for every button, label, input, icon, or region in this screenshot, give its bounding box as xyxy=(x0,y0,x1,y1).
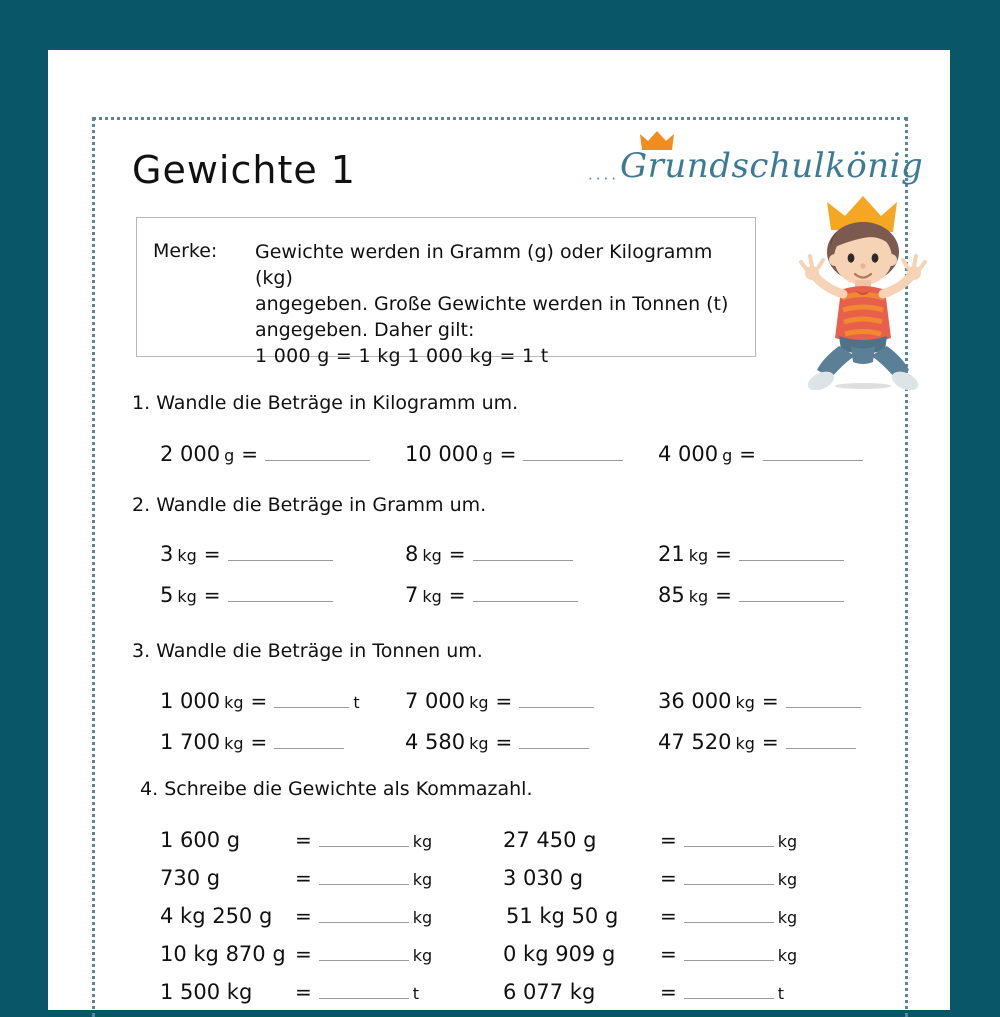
equals-sign: = xyxy=(495,730,513,754)
operand-value: 1 000 xyxy=(160,689,221,713)
answer-blank[interactable] xyxy=(684,871,774,885)
exercise-3-text: Wandle die Beträge in Tonnen um. xyxy=(156,640,483,662)
exercise-4-row-1-item-2-answer xyxy=(653,828,797,852)
answer-blank[interactable] xyxy=(319,909,409,923)
equals-sign: = xyxy=(660,866,677,890)
operand-unit: kg xyxy=(177,546,197,565)
answer-blank[interactable] xyxy=(319,985,409,999)
exercise-1-row-1-item-3 xyxy=(658,442,863,466)
operand-unit: kg xyxy=(422,546,442,565)
answer-blank[interactable] xyxy=(684,947,774,961)
logo-leading-dots: ···· xyxy=(588,170,620,188)
equals-sign: = xyxy=(295,828,312,852)
equals-sign: = xyxy=(295,866,312,890)
answer-blank[interactable] xyxy=(763,447,863,461)
operand-value: 5 xyxy=(160,583,174,607)
operand-unit: kg xyxy=(224,734,244,753)
operand-value: 1 500 kg xyxy=(160,980,253,1004)
exercise-4-row-3-item-1-label xyxy=(160,904,272,928)
merke-line-3: angegeben. Daher gilt: xyxy=(255,319,475,341)
equals-sign: = xyxy=(448,542,466,566)
answer-blank[interactable] xyxy=(523,447,623,461)
merke-line-2: angegeben. Große Gewichte werden in Tonnen (t) xyxy=(255,293,729,315)
answer-blank[interactable] xyxy=(265,447,370,461)
exercise-2-row-1-item-3 xyxy=(658,542,844,566)
answer-blank[interactable] xyxy=(228,588,333,602)
exercise-1-row-1-item-1 xyxy=(160,442,370,466)
operand-value: 27 450 g xyxy=(503,828,597,852)
operand-unit: kg xyxy=(224,693,244,712)
answer-blank[interactable] xyxy=(739,547,844,561)
operand-value: 7 xyxy=(405,583,419,607)
operand-value: 47 520 xyxy=(658,730,732,754)
equals-sign: = xyxy=(715,583,732,607)
answer-blank[interactable] xyxy=(319,871,409,885)
exercise-3-row-2-item-1 xyxy=(160,730,344,754)
exercise-4-row-5-item-1-answer xyxy=(288,980,419,1004)
brand-logo xyxy=(588,130,924,188)
result-unit: kg xyxy=(412,908,433,927)
answer-blank[interactable] xyxy=(684,909,774,923)
exercise-4-row-5-item-2-answer xyxy=(653,980,784,1004)
exercise-4-row-3-item-2-label xyxy=(506,904,618,928)
equals-sign: = xyxy=(495,689,513,713)
equals-sign: = xyxy=(295,904,312,928)
operand-value: 4 580 xyxy=(405,730,466,754)
exercise-4-row-1-item-2-label xyxy=(503,828,597,852)
operand-value: 21 xyxy=(658,542,685,566)
exercise-1-row-1-item-2 xyxy=(405,442,623,466)
answer-blank[interactable] xyxy=(519,735,589,749)
result-unit: kg xyxy=(412,946,433,965)
answer-blank[interactable] xyxy=(519,694,594,708)
operand-unit: kg xyxy=(469,693,489,712)
operand-value: 3 xyxy=(160,542,174,566)
result-unit: t xyxy=(412,984,420,1003)
operand-value: 4 kg 250 g xyxy=(160,904,273,928)
operand-value: 10 000 xyxy=(405,442,479,466)
operand-value: 730 g xyxy=(160,866,221,890)
equals-sign: = xyxy=(241,442,259,466)
operand-unit: kg xyxy=(422,587,442,606)
equals-sign: = xyxy=(660,904,677,928)
operand-value: 0 kg 909 g xyxy=(503,942,616,966)
operand-unit: kg xyxy=(688,546,709,565)
answer-blank[interactable] xyxy=(274,694,349,708)
exercise-4-row-4-item-2-answer xyxy=(653,942,797,966)
equals-sign: = xyxy=(499,442,517,466)
exercise-4-row-2-item-2-label xyxy=(503,866,583,890)
exercise-2-heading xyxy=(132,494,486,516)
exercise-4-row-1-item-1-label xyxy=(160,828,240,852)
operand-value: 8 xyxy=(405,542,419,566)
exercise-2-text: Wandle die Beträge in Gramm um. xyxy=(156,494,487,516)
exercise-3-row-1-item-3 xyxy=(658,689,861,713)
operand-value: 85 xyxy=(658,583,685,607)
exercise-3-number: 3. xyxy=(132,640,151,662)
exercise-4-row-2-item-1-label xyxy=(160,866,220,890)
exercise-1-number: 1. xyxy=(132,392,151,414)
operand-value: 7 000 xyxy=(405,689,466,713)
exercise-4-row-4-item-1-label xyxy=(160,942,286,966)
jumping-boy-mascot xyxy=(793,190,933,390)
result-unit: kg xyxy=(412,832,433,851)
operand-unit: kg xyxy=(469,734,489,753)
operand-value: 4 000 xyxy=(658,442,719,466)
answer-blank[interactable] xyxy=(228,547,333,561)
exercise-2-row-1-item-1 xyxy=(160,542,333,566)
exercise-4-row-2-item-1-answer xyxy=(288,866,432,890)
result-unit: t xyxy=(353,693,360,712)
equals-sign: = xyxy=(660,828,677,852)
operand-value: 3 030 g xyxy=(503,866,584,890)
equals-sign: = xyxy=(761,730,779,754)
equals-sign: = xyxy=(295,942,312,966)
exercise-2-row-2-item-2 xyxy=(405,583,578,607)
equals-sign: = xyxy=(250,730,268,754)
exercise-3-row-2-item-2 xyxy=(405,730,589,754)
exercise-3-row-2-item-3 xyxy=(658,730,856,754)
exercise-2-row-2-item-1 xyxy=(160,583,333,607)
answer-blank[interactable] xyxy=(319,947,409,961)
operand-unit: kg xyxy=(688,587,709,606)
exercise-1-text: Wandle die Beträge in Kilogramm um. xyxy=(156,392,519,414)
operand-value: 51 kg 50 g xyxy=(506,904,619,928)
exercise-4-text: Schreibe die Gewichte als Kommazahl. xyxy=(164,778,533,800)
equals-sign: = xyxy=(203,542,221,566)
exercise-3-row-1-item-2 xyxy=(405,689,594,713)
equals-sign: = xyxy=(739,442,757,466)
merke-box xyxy=(136,217,756,367)
exercise-3-heading xyxy=(132,640,483,662)
operand-unit: g xyxy=(722,446,733,465)
answer-blank[interactable] xyxy=(473,588,578,602)
exercise-2-number: 2. xyxy=(132,494,151,516)
answer-blank[interactable] xyxy=(786,735,856,749)
result-unit: kg xyxy=(777,832,798,851)
result-unit: kg xyxy=(777,908,798,927)
result-unit: t xyxy=(777,984,785,1003)
operand-unit: kg xyxy=(735,734,755,753)
answer-blank[interactable] xyxy=(786,694,861,708)
exercise-2-row-2-item-3 xyxy=(658,583,844,607)
merke-label: Merke: xyxy=(153,240,218,262)
exercise-4-row-4-item-1-answer xyxy=(288,942,432,966)
equals-sign: = xyxy=(295,980,312,1004)
answer-blank[interactable] xyxy=(684,833,774,847)
equals-sign: = xyxy=(715,542,732,566)
operand-unit: g xyxy=(224,446,235,465)
worksheet-page xyxy=(48,50,950,1010)
operand-value: 2 000 xyxy=(160,442,221,466)
answer-blank[interactable] xyxy=(684,985,774,999)
exercise-4-row-3-item-1-answer xyxy=(288,904,432,928)
equals-sign: = xyxy=(761,689,779,713)
result-unit: kg xyxy=(777,870,798,889)
operand-unit: kg xyxy=(177,587,197,606)
exercise-2-row-1-item-2 xyxy=(405,542,573,566)
answer-blank[interactable] xyxy=(739,588,844,602)
answer-blank[interactable] xyxy=(319,833,409,847)
merke-body xyxy=(255,239,741,369)
equals-sign: = xyxy=(250,689,268,713)
result-unit: kg xyxy=(412,870,433,889)
merke-formula: 1 000 g = 1 kg 1 000 kg = 1 t xyxy=(255,345,549,367)
operand-value: 36 000 xyxy=(658,689,732,713)
exercise-4-row-1-item-1-answer xyxy=(288,828,432,852)
exercise-4-heading xyxy=(140,778,533,800)
answer-blank[interactable] xyxy=(274,735,344,749)
equals-sign: = xyxy=(660,980,677,1004)
equals-sign: = xyxy=(660,942,677,966)
result-unit: kg xyxy=(777,946,798,965)
exercise-4-row-2-item-2-answer xyxy=(653,866,797,890)
exercise-4-number: 4. xyxy=(140,778,159,800)
equals-sign: = xyxy=(203,583,221,607)
operand-value: 1 600 g xyxy=(160,828,241,852)
exercise-4-row-4-item-2-label xyxy=(503,942,615,966)
merke-line-1: Gewichte werden in Gramm (g) oder Kilogramm (kg) xyxy=(255,241,713,289)
exercise-4-row-5-item-2-label xyxy=(503,980,595,1004)
exercise-3-row-1-item-1 xyxy=(160,689,360,713)
exercise-4-row-3-item-2-answer xyxy=(653,904,797,928)
answer-blank[interactable] xyxy=(473,547,573,561)
page-title: Gewichte 1 xyxy=(132,148,356,192)
exercise-4-row-5-item-1-label xyxy=(160,980,252,1004)
operand-value: 1 700 xyxy=(160,730,221,754)
logo-text: Grundschulkönig xyxy=(620,146,924,186)
equals-sign: = xyxy=(448,583,466,607)
operand-unit: kg xyxy=(735,693,755,712)
operand-value: 6 077 kg xyxy=(503,980,596,1004)
operand-unit: g xyxy=(482,446,493,465)
exercise-1-heading xyxy=(132,392,518,414)
operand-value: 10 kg 870 g xyxy=(160,942,286,966)
